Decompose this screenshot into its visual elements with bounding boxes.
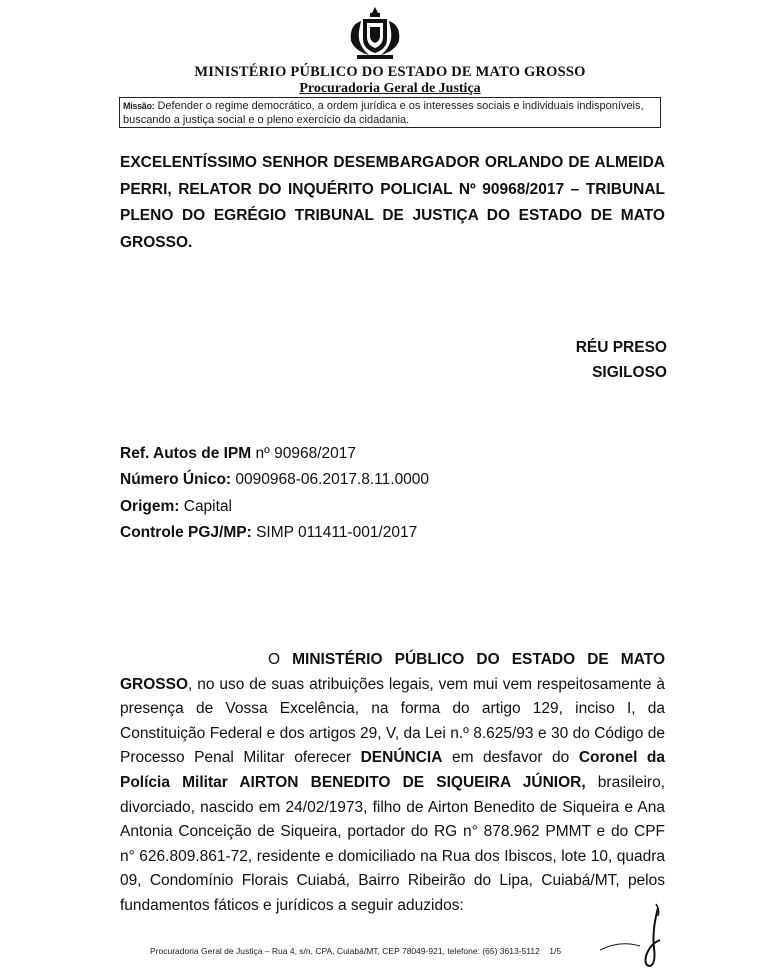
department-title: Procuradoria Geral de Justiça <box>299 81 481 96</box>
addressee-heading: EXCELENTÍSSIMO SENHOR DESEMBARGADOR ORLANDO DE ALMEIDA PERRI, RELATOR DO INQUÉRITO POLICIAL Nº 90968/2017 – TRIBUNAL PLENO DO EGRÉGIO TRIBUNAL DE JUSTIÇA DO ESTADO DE MATO GROSSO. <box>120 154 665 251</box>
paragraph-bold: DENÚNCIA <box>360 749 443 767</box>
page-number: 1/5 <box>549 946 562 956</box>
complaint-paragraph <box>120 648 665 919</box>
paragraph-bold: Coronel da Polícia Militar AIRTON BENEDITO DE SIQUEIRA JÚNIOR, <box>120 749 665 791</box>
reference-line <box>120 470 429 490</box>
footer <box>150 946 561 956</box>
reference-line <box>120 497 232 517</box>
sigiloso-flag: SIGILOSO <box>592 364 667 381</box>
mission-box <box>119 97 661 128</box>
handwritten-signature <box>600 900 670 970</box>
coat-of-arms-icon <box>343 5 407 61</box>
reference-value: nº 90968/2017 <box>251 445 356 462</box>
paragraph-text: , no uso de suas atribuições legais, vem mui vem respeitosamente à presença de Vossa Excelência, na forma do artigo 129, inciso I, da Constituição Federal e dos artigos 29, V, da Lei n.º 8.625/93 e 30 do Código de Processo Penal Militar oferecer <box>120 675 665 767</box>
reference-value: 0090968-06.2017.8.11.0000 <box>231 471 430 488</box>
reference-label: Ref. Autos de IPM <box>120 445 252 462</box>
reference-value: SIMP 011411-001/2017 <box>251 524 418 541</box>
paragraph-text: brasileiro, divorciado, nascido em 24/02/1973, filho de Airton Benedito de Siqueira e Ana Antonia Conceição de Siqueira, portador do RG n° 878.962 PMMT e do CPF n° 626.809.861-72, residente e domiciliado na Rua dos Ibiscos, lote 10, quadra 09, Condomínio Florais Cuiabá, Bairro Ribeirão do Lipa, Cuiabá/MT, pelos fundamentos fáticos e jurídicos a seguir aduzidos: <box>120 773 666 914</box>
reference-label: Origem: <box>120 498 180 515</box>
mission-text: Defender o regime democrático, a ordem jurídica e os interesses sociais e individuais indisponíveis, buscando a justiça social e o pleno exercício da cidadania. <box>123 100 644 126</box>
footer-address: Procuradoria Geral de Justiça – Rua 4, s/n, CPA, Cuiabá/MT, CEP 78049-921, telefone: (65) 3613-5112 <box>150 946 540 956</box>
reference-label: Controle PGJ/MP: <box>120 524 252 541</box>
reu-preso-flag: RÉU PRESO <box>575 339 667 356</box>
mission-label: Missão: <box>123 101 155 111</box>
reference-label: Número Único: <box>120 471 232 488</box>
reference-line <box>120 444 356 464</box>
reference-line <box>120 523 417 543</box>
paragraph-bold: MINISTÉRIO PÚBLICO DO ESTADO DE MATO GROSSO <box>120 651 665 693</box>
paragraph-text: O <box>268 651 293 668</box>
organization-title: MINISTÉRIO PÚBLICO DO ESTADO DE MATO GROSSO <box>194 64 586 80</box>
paragraph-text: em desfavor do <box>442 749 579 767</box>
reference-value: Capital <box>179 498 232 515</box>
